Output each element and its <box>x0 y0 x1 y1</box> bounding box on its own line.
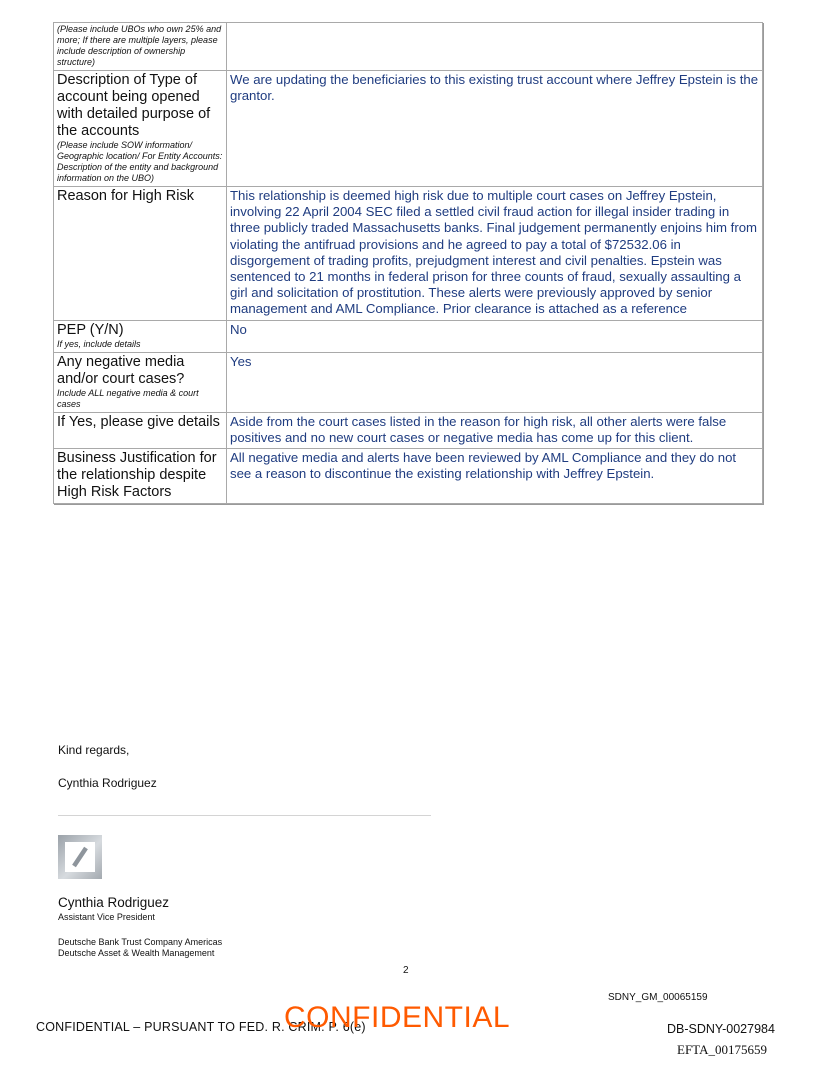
high-risk-reason-value: This relationship is deemed high risk due to multiple court cases on Jeffrey Epstein, involving 22 April 2004 SEC filed a settled civil fraud action for illegal insider trading in three publicly traded Massachusetts banks. Final judgement permanently enjoins him from violating the antifruad provisions and he agreed to pay a total of $72532.06 in disgorgement of trading profits, prejudgment interest and civil penalties. Epstein was sentenced to 21 months in federal prison for three counts of fraud, sexually assaulting a girl and solicitation of prostitution. These alerts were previously approved by senior management and AML Compliance. Prior clearance is attached as a reference <box>230 188 758 317</box>
table-row-pep <box>54 320 763 352</box>
signature-company-1: Deutsche Bank Trust Company Americas <box>58 937 223 947</box>
signature-title: Assistant Vice President <box>58 912 155 922</box>
row-value-cell <box>227 71 763 187</box>
closing-regards: Kind regards, <box>58 743 130 757</box>
row-label-cell <box>54 23 227 71</box>
row-label-cell <box>54 71 227 187</box>
pep-value: No <box>230 321 247 337</box>
row-label-cell <box>54 352 227 412</box>
table-row-ubo-note <box>54 23 763 71</box>
table-row-details <box>54 412 763 448</box>
logo-slash-icon <box>65 842 95 872</box>
confidential-stamp: CONFIDENTIAL <box>284 1001 511 1034</box>
row-value-cell <box>227 412 763 448</box>
row-value-cell <box>227 449 763 504</box>
closing-name: Cynthia Rodriguez <box>58 776 157 790</box>
ubo-note: (Please include UBOs who own 25% and more; If there are multiple layers, please include description of ownership structure) <box>57 24 222 67</box>
high-risk-reason-label: Reason for High Risk <box>57 188 194 204</box>
row-value-cell <box>227 23 763 71</box>
table-row-high-risk-reason <box>54 187 763 321</box>
logo-slash-box <box>65 842 95 872</box>
row-value-cell <box>227 352 763 412</box>
table-row-negative-media <box>54 352 763 412</box>
confidential-notice: CONFIDENTIAL – PURSUANT TO FED. R. CRIM. P. 6(e) <box>36 1020 366 1034</box>
row-value-cell <box>227 187 763 321</box>
details-value: Aside from the court cases listed in the reason for high risk, all other alerts were false positives and no new court cases or negative media has come up for this client. <box>230 413 727 445</box>
account-description-label: Description of Type of account being opened with detailed purpose of the accounts <box>57 72 211 139</box>
row-label-cell <box>54 412 227 448</box>
business-justification-value: All negative media and alerts have been reviewed by AML Compliance and they do not see a reason to discontinue the existing relationship with Jeffrey Epstein. <box>230 450 737 482</box>
account-description-note: (Please include SOW information/ Geographic location/ For Entity Accounts: Description of the entity and background information on the UBO) <box>57 140 223 183</box>
row-label-cell <box>54 449 227 504</box>
efta-number: EFTA_00175659 <box>677 1042 767 1057</box>
row-label-cell <box>54 320 227 352</box>
negative-media-label: Any negative media and/or court cases? <box>57 353 185 387</box>
negative-media-note: Include ALL negative media & court cases <box>57 387 199 409</box>
signature-divider <box>58 815 431 816</box>
account-description-value: We are updating the beneficiaries to this existing trust account where Jeffrey Epstein is the grantor. <box>230 72 759 104</box>
table-row-business-justification <box>54 449 763 504</box>
pep-label: PEP (Y/N) <box>57 321 124 338</box>
signature-company-2: Deutsche Asset & Wealth Management <box>58 948 215 958</box>
bates-number-sdny-gm: SDNY_GM_00065159 <box>608 992 708 1003</box>
table-row-account-description <box>54 71 763 187</box>
row-value-cell <box>227 320 763 352</box>
negative-media-value: Yes <box>230 353 252 369</box>
kyc-details-table <box>53 22 763 504</box>
page-number: 2 <box>403 965 409 976</box>
row-label-cell <box>54 187 227 321</box>
business-justification-label: Business Justification for the relationship despite High Risk Factors <box>57 450 217 501</box>
bates-number-db: DB-SDNY-0027984 <box>667 1022 775 1036</box>
signature-name: Cynthia Rodriguez <box>58 895 170 910</box>
details-label: If Yes, please give details <box>57 413 220 430</box>
deutsche-bank-logo-icon <box>58 835 102 879</box>
pep-note: If yes, include details <box>57 338 141 349</box>
